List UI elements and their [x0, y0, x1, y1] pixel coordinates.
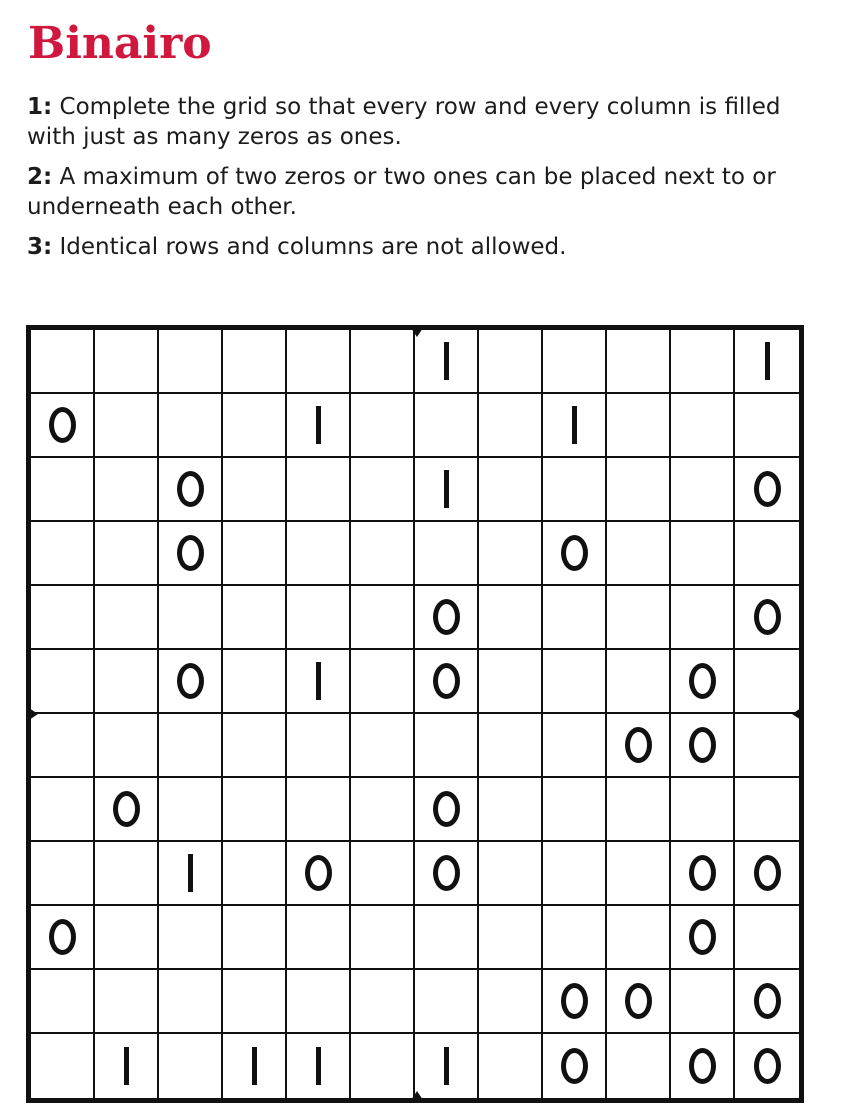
- grid-cell-r4-c10[interactable]: [607, 522, 671, 586]
- digit-zero: [625, 727, 652, 763]
- grid-cell-r1-c9[interactable]: [543, 330, 607, 394]
- center-marker-bottom: [409, 1091, 425, 1103]
- grid-cell-r7-c7[interactable]: [415, 714, 479, 778]
- grid-cell-r1-c1[interactable]: [31, 330, 95, 394]
- grid-cell-r2-c3[interactable]: [159, 394, 223, 458]
- grid-cell-r3-c7: [415, 458, 479, 522]
- digit-zero: [49, 919, 76, 955]
- grid-cell-r4-c1[interactable]: [31, 522, 95, 586]
- grid-cell-r10-c12[interactable]: [735, 906, 799, 970]
- grid-cell-r5-c10[interactable]: [607, 586, 671, 650]
- grid-cell-r6-c4[interactable]: [223, 650, 287, 714]
- grid-cell-r6-c11: [671, 650, 735, 714]
- grid-cell-r1-c6[interactable]: [351, 330, 415, 394]
- grid-cell-r10-c4[interactable]: [223, 906, 287, 970]
- digit-zero: [433, 791, 460, 827]
- grid-cell-r5-c7: [415, 586, 479, 650]
- puzzle-grid: [26, 325, 804, 1103]
- grid-cell-r9-c2[interactable]: [95, 842, 159, 906]
- grid-cell-r6-c2[interactable]: [95, 650, 159, 714]
- grid-cell-r4-c4[interactable]: [223, 522, 287, 586]
- grid-cell-r11-c5[interactable]: [287, 970, 351, 1034]
- grid-cell-r8-c9[interactable]: [543, 778, 607, 842]
- grid-cell-r1-c4[interactable]: [223, 330, 287, 394]
- grid-cell-r2-c5: [287, 394, 351, 458]
- grid-cell-r12-c3[interactable]: [159, 1034, 223, 1098]
- grid-cell-r6-c10[interactable]: [607, 650, 671, 714]
- grid-cell-r4-c12[interactable]: [735, 522, 799, 586]
- digit-zero: [561, 983, 588, 1019]
- digit-zero: [689, 855, 716, 891]
- digit-zero: [689, 663, 716, 699]
- grid-cell-r1-c3[interactable]: [159, 330, 223, 394]
- grid-cell-r1-c2[interactable]: [95, 330, 159, 394]
- rule-number: 2:: [27, 164, 53, 190]
- grid-cell-r10-c11: [671, 906, 735, 970]
- grid-cell-r6-c3: [159, 650, 223, 714]
- grid-cell-r7-c10: [607, 714, 671, 778]
- grid-cell-r12-c6[interactable]: [351, 1034, 415, 1098]
- digit-zero: [689, 1048, 716, 1084]
- grid-cell-r11-c10: [607, 970, 671, 1034]
- grid-cell-r4-c6[interactable]: [351, 522, 415, 586]
- digit-one: [316, 406, 321, 444]
- grid-cell-r4-c3: [159, 522, 223, 586]
- grid-cell-r8-c2: [95, 778, 159, 842]
- grid-cell-r1-c5[interactable]: [287, 330, 351, 394]
- grid-cell-r12-c7: [415, 1034, 479, 1098]
- grid-cell-r9-c1[interactable]: [31, 842, 95, 906]
- rule-number: 3:: [27, 234, 53, 260]
- grid-cell-r3-c5[interactable]: [287, 458, 351, 522]
- grid-cell-r2-c11[interactable]: [671, 394, 735, 458]
- digit-one: [444, 342, 449, 380]
- grid-cell-r5-c6[interactable]: [351, 586, 415, 650]
- digit-one: [316, 662, 321, 700]
- grid-cell-r12-c5: [287, 1034, 351, 1098]
- grid-cell-r5-c3[interactable]: [159, 586, 223, 650]
- grid-cell-r3-c4[interactable]: [223, 458, 287, 522]
- grid-cell-r6-c8[interactable]: [479, 650, 543, 714]
- grid-cell-r3-c10[interactable]: [607, 458, 671, 522]
- digit-zero: [754, 599, 781, 635]
- grid-cell-r10-c7[interactable]: [415, 906, 479, 970]
- grid-cell-r9-c12: [735, 842, 799, 906]
- grid-cell-r2-c4[interactable]: [223, 394, 287, 458]
- digit-zero: [625, 983, 652, 1019]
- grid-cell-r9-c10[interactable]: [607, 842, 671, 906]
- grid-cell-r11-c12: [735, 970, 799, 1034]
- grid-cell-r2-c10[interactable]: [607, 394, 671, 458]
- puzzle-title: Binairo: [28, 18, 212, 69]
- digit-zero: [561, 1048, 588, 1084]
- grid-cell-r5-c12: [735, 586, 799, 650]
- rule-1: [27, 92, 817, 152]
- grid-cell-r2-c7[interactable]: [415, 394, 479, 458]
- grid-cell-r7-c6[interactable]: [351, 714, 415, 778]
- grid-cell-r6-c9[interactable]: [543, 650, 607, 714]
- digit-one: [124, 1047, 129, 1085]
- grid-cell-r12-c1[interactable]: [31, 1034, 95, 1098]
- grid-cell-r7-c5[interactable]: [287, 714, 351, 778]
- grid-cell-r8-c4[interactable]: [223, 778, 287, 842]
- digit-zero: [754, 471, 781, 507]
- rule-2: [27, 162, 817, 222]
- grid-cell-r3-c8[interactable]: [479, 458, 543, 522]
- grid-cell-r12-c8[interactable]: [479, 1034, 543, 1098]
- grid-cell-r11-c2[interactable]: [95, 970, 159, 1034]
- grid-cell-r5-c8[interactable]: [479, 586, 543, 650]
- digit-zero: [177, 663, 204, 699]
- grid-cell-r1-c11[interactable]: [671, 330, 735, 394]
- grid-cell-r8-c6[interactable]: [351, 778, 415, 842]
- grid-cell-r12-c10[interactable]: [607, 1034, 671, 1098]
- grid-cell-r4-c11[interactable]: [671, 522, 735, 586]
- digit-zero: [754, 983, 781, 1019]
- grid-cell-r7-c3[interactable]: [159, 714, 223, 778]
- digit-zero: [561, 535, 588, 571]
- digit-zero: [177, 471, 204, 507]
- grid-cell-r7-c11: [671, 714, 735, 778]
- grid-cell-r7-c12[interactable]: [735, 714, 799, 778]
- digit-zero: [177, 535, 204, 571]
- grid-cell-r9-c5: [287, 842, 351, 906]
- grid-cell-r2-c6[interactable]: [351, 394, 415, 458]
- grid-cell-r9-c4[interactable]: [223, 842, 287, 906]
- grid-cell-r10-c1: [31, 906, 95, 970]
- grid-cell-r10-c8[interactable]: [479, 906, 543, 970]
- grid-cell-r4-c2[interactable]: [95, 522, 159, 586]
- grid-cell-r7-c4[interactable]: [223, 714, 287, 778]
- grid-cell-r10-c2[interactable]: [95, 906, 159, 970]
- grid-cell-r8-c1[interactable]: [31, 778, 95, 842]
- grid-cell-r12-c4: [223, 1034, 287, 1098]
- grid-cell-r3-c1[interactable]: [31, 458, 95, 522]
- grid-cell-r11-c6[interactable]: [351, 970, 415, 1034]
- grid-cell-r6-c5: [287, 650, 351, 714]
- grid-cell-r2-c2[interactable]: [95, 394, 159, 458]
- grid-cell-r11-c11[interactable]: [671, 970, 735, 1034]
- digit-one: [316, 1047, 321, 1085]
- grid-cell-r2-c8[interactable]: [479, 394, 543, 458]
- digit-one: [572, 406, 577, 444]
- grid-cell-r3-c9[interactable]: [543, 458, 607, 522]
- digit-zero: [113, 791, 140, 827]
- rule-number: 1:: [27, 94, 53, 120]
- center-marker-top: [409, 325, 425, 337]
- grid-cell-r3-c11[interactable]: [671, 458, 735, 522]
- grid-cell-r4-c8[interactable]: [479, 522, 543, 586]
- grid-cell-r5-c1[interactable]: [31, 586, 95, 650]
- grid-cell-r9-c11: [671, 842, 735, 906]
- rule-text: Identical rows and columns are not allowed.: [59, 234, 567, 260]
- grid-cell-r6-c12[interactable]: [735, 650, 799, 714]
- grid-cell-r5-c4[interactable]: [223, 586, 287, 650]
- grid-cell-r6-c6[interactable]: [351, 650, 415, 714]
- grid-cell-r3-c3: [159, 458, 223, 522]
- digit-one: [188, 854, 193, 892]
- center-marker-left: [26, 706, 38, 722]
- grid-cell-r5-c9[interactable]: [543, 586, 607, 650]
- grid-cell-r8-c5[interactable]: [287, 778, 351, 842]
- grid-cell-r2-c9: [543, 394, 607, 458]
- grid-cell-r9-c7: [415, 842, 479, 906]
- grid-cell-r12-c12: [735, 1034, 799, 1098]
- grid-cell-r10-c10[interactable]: [607, 906, 671, 970]
- grid-cell-r3-c12: [735, 458, 799, 522]
- grid-cell-r1-c7: [415, 330, 479, 394]
- rules-list: [27, 92, 817, 262]
- grid-cell-r11-c4[interactable]: [223, 970, 287, 1034]
- digit-zero: [754, 1048, 781, 1084]
- grid-cell-r10-c6[interactable]: [351, 906, 415, 970]
- grid-cell-r11-c9: [543, 970, 607, 1034]
- grid-cell-r4-c5[interactable]: [287, 522, 351, 586]
- grid-cell-r9-c9[interactable]: [543, 842, 607, 906]
- grid-cell-r7-c1[interactable]: [31, 714, 95, 778]
- grid-cell-r7-c8[interactable]: [479, 714, 543, 778]
- digit-zero: [754, 855, 781, 891]
- digit-one: [444, 1047, 449, 1085]
- digit-zero: [433, 855, 460, 891]
- grid-cell-r9-c6[interactable]: [351, 842, 415, 906]
- digit-one: [765, 342, 770, 380]
- grid-cell-r8-c10[interactable]: [607, 778, 671, 842]
- grid-cell-r1-c8[interactable]: [479, 330, 543, 394]
- grid-cell-r5-c11[interactable]: [671, 586, 735, 650]
- grid-cell-r6-c1[interactable]: [31, 650, 95, 714]
- rule-text: Complete the grid so that every row and every column is filled with just as many zeros as ones.: [27, 94, 781, 150]
- digit-zero: [305, 855, 332, 891]
- grid-cell-r12-c11: [671, 1034, 735, 1098]
- grid-cell-r11-c3[interactable]: [159, 970, 223, 1034]
- grid-cell-r9-c8[interactable]: [479, 842, 543, 906]
- grid-cell-r9-c3: [159, 842, 223, 906]
- rule-3: [27, 232, 817, 262]
- digit-one: [252, 1047, 257, 1085]
- grid-cell-r12-c9: [543, 1034, 607, 1098]
- grid-cell-r8-c3[interactable]: [159, 778, 223, 842]
- rule-text: A maximum of two zeros or two ones can be placed next to or underneath each other.: [27, 164, 776, 220]
- grid-cell-r1-c12: [735, 330, 799, 394]
- grid-cell-r3-c6[interactable]: [351, 458, 415, 522]
- grid-cell-r2-c1: [31, 394, 95, 458]
- digit-zero: [689, 919, 716, 955]
- digit-zero: [433, 599, 460, 635]
- grid-cell-r1-c10[interactable]: [607, 330, 671, 394]
- grid-cell-r10-c5[interactable]: [287, 906, 351, 970]
- grid-cell-r11-c8[interactable]: [479, 970, 543, 1034]
- grid-cell-r8-c11[interactable]: [671, 778, 735, 842]
- grid-cell-r5-c2[interactable]: [95, 586, 159, 650]
- grid-cell-r10-c3[interactable]: [159, 906, 223, 970]
- digit-zero: [689, 727, 716, 763]
- grid-cell-r11-c7[interactable]: [415, 970, 479, 1034]
- grid-cell-r12-c2: [95, 1034, 159, 1098]
- grid-cell-r7-c2[interactable]: [95, 714, 159, 778]
- grid-cell-r7-c9[interactable]: [543, 714, 607, 778]
- grid-cell-r3-c2[interactable]: [95, 458, 159, 522]
- grid-cell-r4-c7[interactable]: [415, 522, 479, 586]
- grid-cell-r8-c12[interactable]: [735, 778, 799, 842]
- grid-cell-r5-c5[interactable]: [287, 586, 351, 650]
- grid-cell-r8-c8[interactable]: [479, 778, 543, 842]
- grid-cell-r4-c9: [543, 522, 607, 586]
- grid-cell-r2-c12[interactable]: [735, 394, 799, 458]
- grid-cell-r11-c1[interactable]: [31, 970, 95, 1034]
- digit-zero: [433, 663, 460, 699]
- center-marker-right: [792, 706, 804, 722]
- grid-cell-r6-c7: [415, 650, 479, 714]
- grid-cell-r8-c7: [415, 778, 479, 842]
- grid-cell-r10-c9[interactable]: [543, 906, 607, 970]
- digit-zero: [49, 407, 76, 443]
- digit-one: [444, 470, 449, 508]
